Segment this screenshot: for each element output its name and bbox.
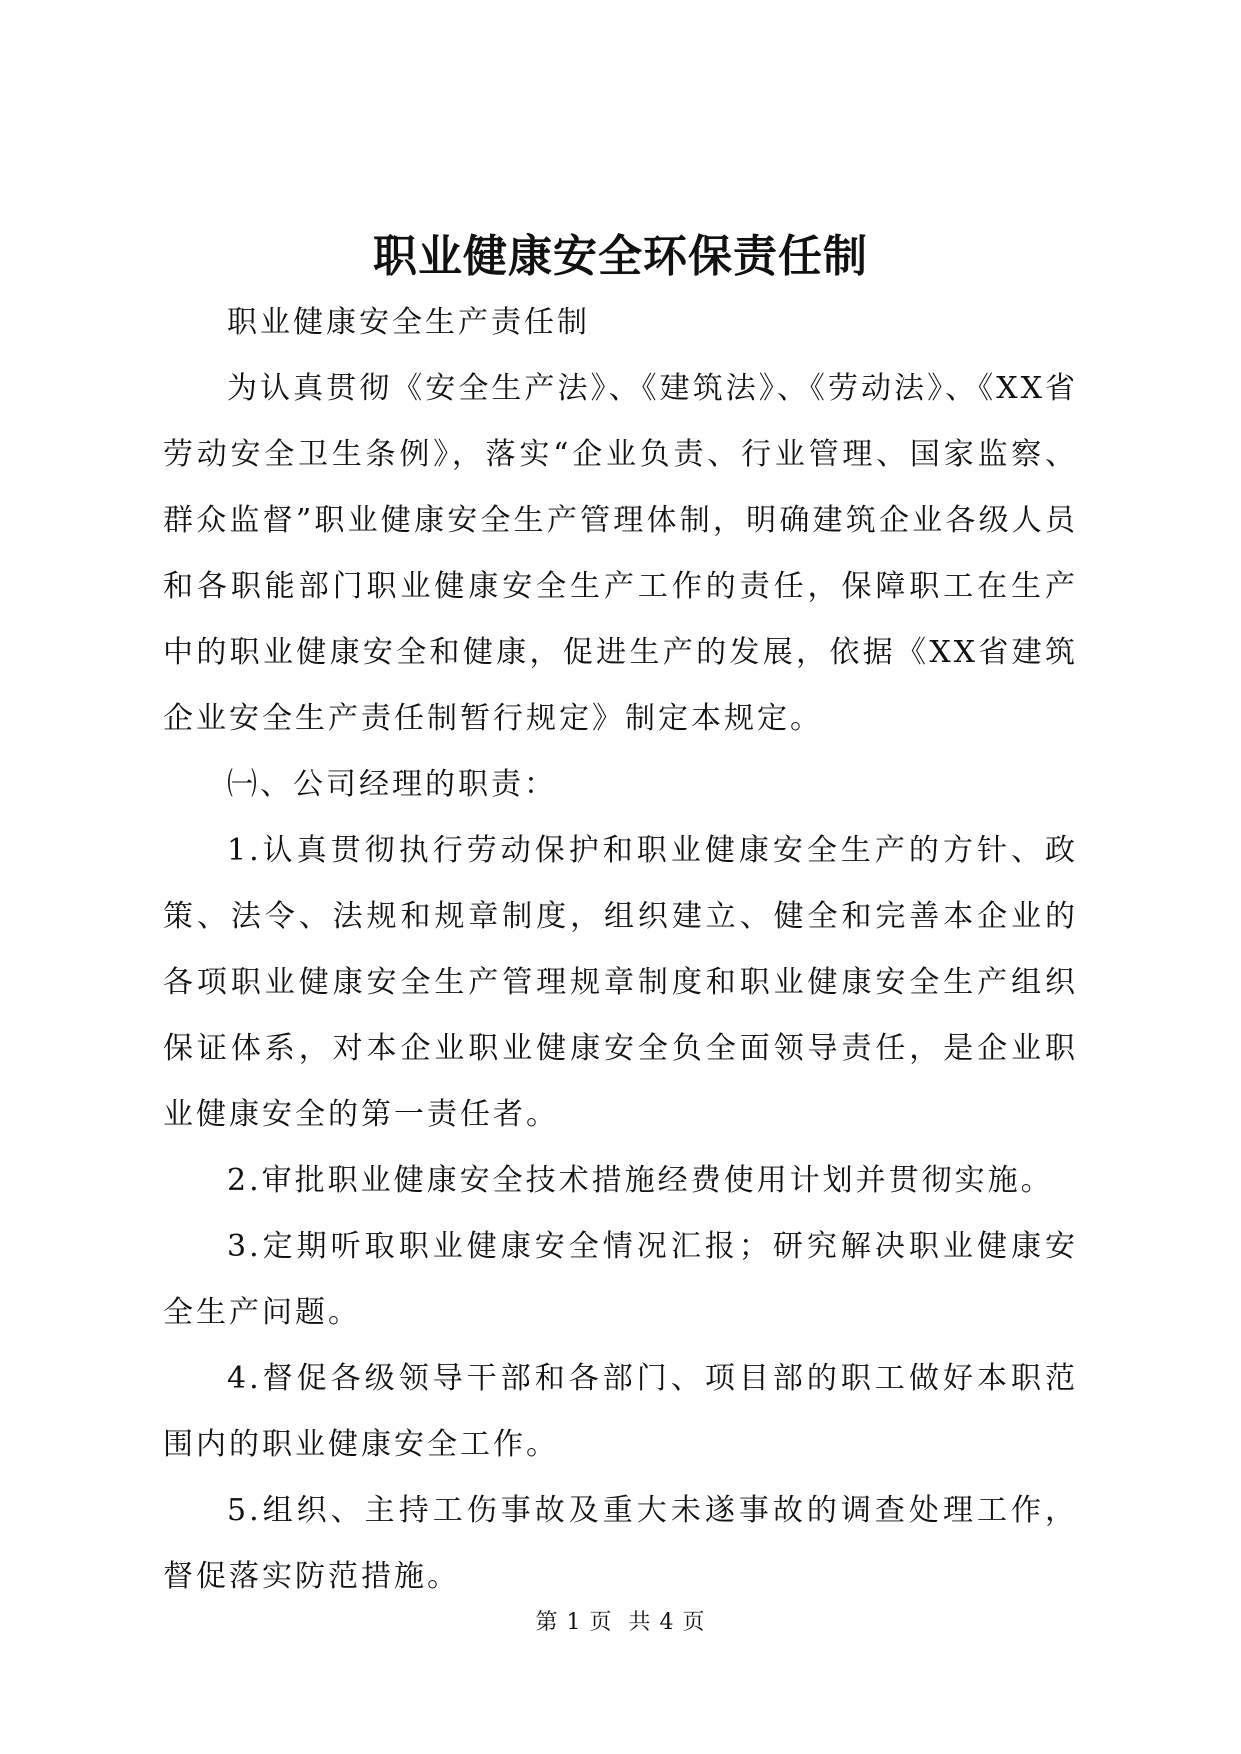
paragraph-item-5: 5.组织、主持工伤事故及重大未遂事故的调查处理工作，督促落实防范措施。 — [163, 1493, 1078, 1594]
document-title: 职业健康安全环保责任制 — [373, 231, 868, 282]
section-heading: ㈠、公司经理的职责： — [227, 767, 557, 802]
paragraph-item-3: 3.定期听取职业健康安全情况汇报；研究解决职业健康安全生产问题。 — [163, 1229, 1078, 1330]
paragraph-item-4: 4.督促各级领导干部和各部门、项目部的职工做好本职范围内的职业健康安全工作。 — [163, 1361, 1078, 1462]
paragraph-preamble: 为认真贯彻《安全生产法》、《建筑法》、《劳动法》、《XX省劳动安全卫生条例》，落实“企业负责、行业管理、国家监察、群众监督”职业健康安全生产管理体制，明确建筑企业各级人员和各职能部门职业健康安全生产工作的责任，保障职工在生产中的职业健康安全和健康，促进生产的发展，依据《XX省建筑企业安全生产责任制暂行规定》制定本规定。 — [163, 371, 1078, 736]
paragraph-item-2: 2.审批职业健康安全技术措施经费使用计划并贯彻实施。 — [227, 1163, 1054, 1198]
page-number-label: 第 1 页 共 4 页 — [535, 1610, 706, 1635]
paragraph-subtitle: 职业健康安全生产责任制 — [227, 305, 590, 340]
page-footer — [0, 1605, 1241, 1636]
paragraph-item-1: 1.认真贯彻执行劳动保护和职业健康安全生产的方针、政策、法令、法规和规章制度，组织建立、健全和完善本企业的各项职业健康安全生产管理规章制度和职业健康安全生产组织保证体系，对本企业职业健康安全负全面领导责任，是企业职业健康安全的第一责任者。 — [163, 833, 1078, 1132]
document-body — [163, 290, 1078, 1610]
